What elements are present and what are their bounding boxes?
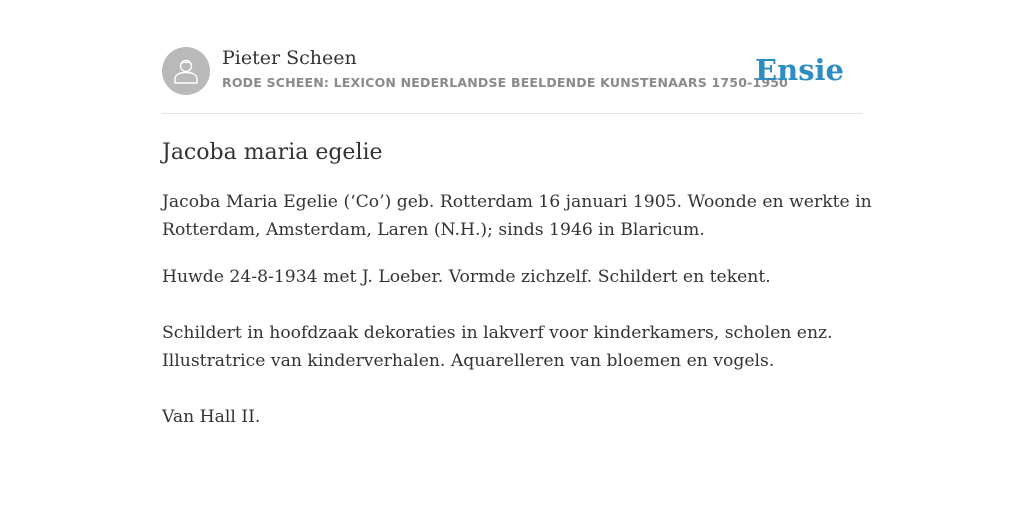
author-name[interactable]: Pieter Scheen bbox=[222, 47, 357, 69]
entry-body bbox=[162, 188, 872, 431]
ensie-logo[interactable]: Ensie bbox=[755, 53, 844, 87]
text-line: Jacoba Maria Egelie (‘Co’) geb. Rotterdam 16 januari 1905. Woonde en werkte in bbox=[162, 192, 872, 212]
paragraph-reference bbox=[162, 403, 862, 431]
source-label[interactable]: RODE SCHEEN: LEXICON NEDERLANDSE BEELDENDE KUNSTENAARS 1750-1950 bbox=[222, 75, 789, 90]
entry-header bbox=[162, 46, 862, 114]
author-avatar[interactable] bbox=[162, 47, 210, 95]
paragraph-work bbox=[162, 319, 862, 375]
text-line: Huwde 24-8-1934 met J. Loeber. Vormde zichzelf. Schildert en tekent. bbox=[162, 267, 771, 287]
text-line: Rotterdam, Amsterdam, Laren (N.H.); sinds 1946 in Blaricum. bbox=[162, 220, 705, 240]
user-icon bbox=[171, 56, 201, 86]
paragraph-marriage bbox=[162, 263, 862, 291]
entry-title: Jacoba maria egelie bbox=[162, 140, 383, 165]
entry-card bbox=[162, 0, 872, 431]
text-line: Van Hall II. bbox=[162, 407, 261, 427]
paragraph-birth bbox=[162, 188, 872, 244]
text-line: Schildert in hoofdzaak dekoraties in lakverf voor kinderkamers, scholen enz. bbox=[162, 323, 833, 343]
text-line: Illustratrice van kinderverhalen. Aquarelleren van bloemen en vogels. bbox=[162, 351, 775, 371]
